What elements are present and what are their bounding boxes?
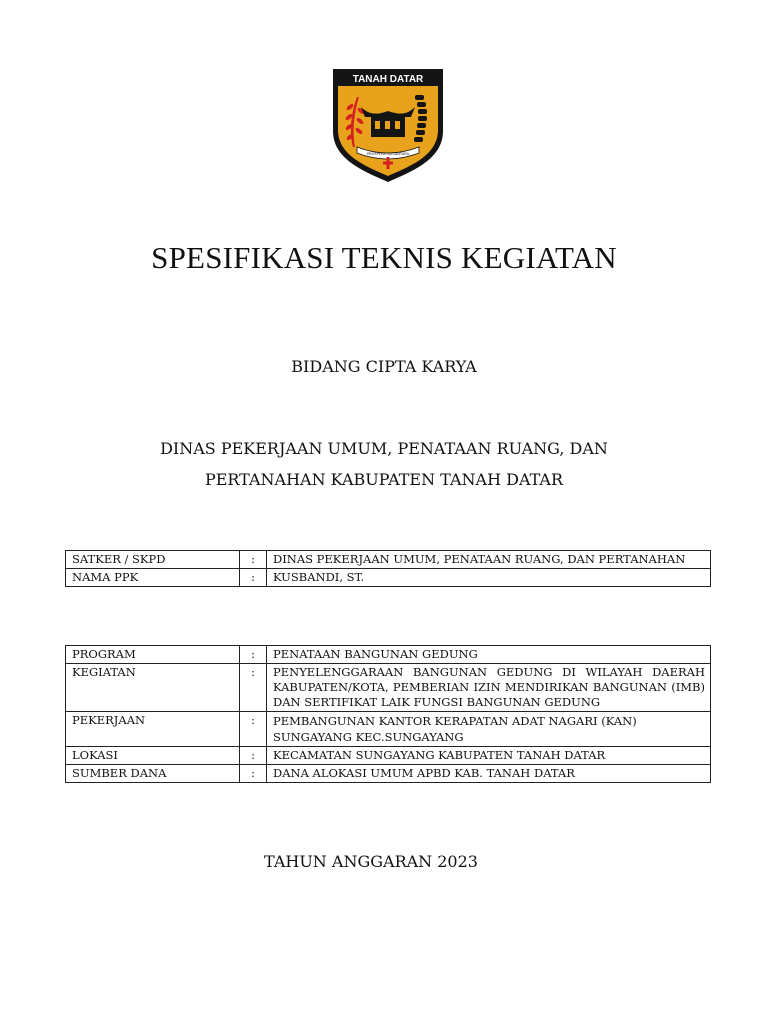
table-row	[66, 765, 711, 783]
row-separator: :	[240, 712, 267, 747]
satker-table	[65, 550, 711, 587]
row-separator: :	[240, 664, 267, 712]
table-row	[66, 569, 711, 587]
row-separator: :	[240, 765, 267, 783]
row-value: DANA ALOKASI UMUM APBD KAB. TANAH DATAR	[267, 765, 711, 783]
bidang-heading: BIDANG CIPTA KARYA	[291, 357, 477, 376]
document-title: SPESIFIKASI TEKNIS KEGIATAN	[151, 240, 617, 275]
row-value: PENATAAN BANGUNAN GEDUNG	[267, 646, 711, 664]
table-row	[66, 646, 711, 664]
table-row	[66, 747, 711, 765]
row-value: KUSBANDI, ST.	[267, 569, 711, 587]
logo-motto-text: PROSPERA NUSANTARA	[366, 152, 410, 156]
budget-year: TAHUN ANGGARAN 2023	[264, 852, 478, 871]
table-row	[66, 712, 711, 747]
row-separator: :	[240, 569, 267, 587]
row-label: KEGIATAN	[66, 664, 240, 712]
row-label: PROGRAM	[66, 646, 240, 664]
tanah-datar-logo	[331, 67, 445, 184]
row-label: SUMBER DANA	[66, 765, 240, 783]
dinas-heading-line1: DINAS PEKERJAAN UMUM, PENATAAN RUANG, DAN	[160, 439, 608, 458]
row-label: SATKER / SKPD	[66, 551, 240, 569]
row-label: LOKASI	[66, 747, 240, 765]
logo-banner-text: TANAH DATAR	[352, 74, 424, 85]
row-value: DINAS PEKERJAAN UMUM, PENATAAN RUANG, DAN PERTANAHAN	[267, 551, 711, 569]
row-value: KECAMATAN SUNGAYANG KABUPATEN TANAH DATAR	[267, 747, 711, 765]
table-row	[66, 551, 711, 569]
row-label: NAMA PPK	[66, 569, 240, 587]
kegiatan-table	[65, 645, 711, 783]
row-separator: :	[240, 551, 267, 569]
row-label: PEKERJAAN	[66, 712, 240, 747]
row-value: PENYELENGGARAAN BANGUNAN GEDUNG DI WILAYAH DAERAH KABUPATEN/KOTA, PEMBERIAN IZIN MENDIRIKAN BANGUNAN (IMB) DAN SERTIFIKAT LAIK FUNGSI BANGUNAN GEDUNG	[267, 664, 711, 712]
row-separator: :	[240, 747, 267, 765]
dinas-heading-line2: PERTANAHAN KABUPATEN TANAH DATAR	[204, 470, 564, 489]
table-row	[66, 664, 711, 712]
row-separator: :	[240, 646, 267, 664]
row-value: PEMBANGUNAN KANTOR KERAPATAN ADAT NAGARI (KAN) SUNGAYANG KEC.SUNGAYANG	[267, 712, 711, 747]
